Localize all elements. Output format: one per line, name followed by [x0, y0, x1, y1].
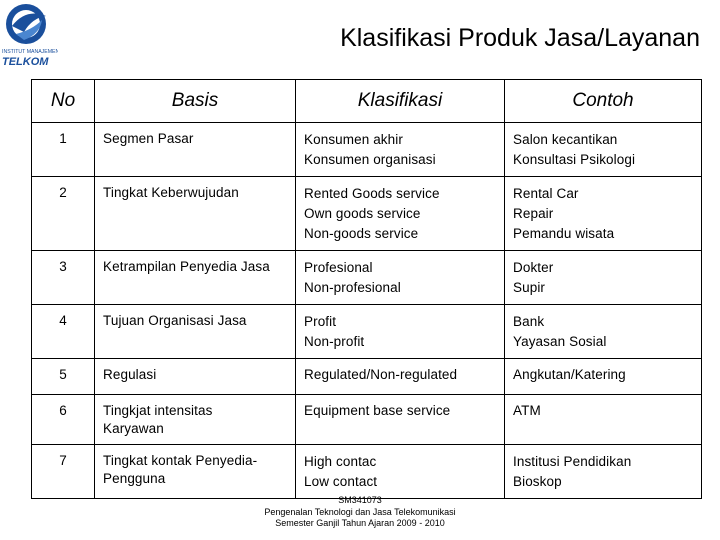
basis-line: Karyawan: [103, 421, 164, 436]
basis-cell: [95, 359, 296, 395]
footer: [200, 495, 520, 530]
klasifikasi-cell: [296, 395, 505, 445]
klasifikasi-cell: [296, 251, 505, 305]
table-row: [32, 177, 702, 251]
row-number: 5: [32, 359, 95, 395]
header-contoh: Contoh: [505, 80, 702, 123]
klasifikasi-cell: [296, 177, 505, 251]
klasifikasi-line: Rented Goods service: [304, 186, 440, 201]
basis-line: Tujuan Organisasi Jasa: [103, 313, 247, 328]
klasifikasi-cell: [296, 445, 505, 499]
contoh-cell: [505, 395, 702, 445]
klasifikasi-line: Equipment base service: [304, 403, 451, 418]
basis-line: Tingkjat intensitas: [103, 403, 213, 418]
header-klasifikasi: Klasifikasi: [296, 80, 505, 123]
basis-line: Pengguna: [103, 471, 166, 486]
row-number: 7: [32, 445, 95, 499]
contoh-line: Salon kecantikan: [513, 132, 618, 147]
klasifikasi-line: Profesional: [304, 260, 373, 275]
telkom-logo-icon: [2, 2, 58, 68]
klasifikasi-line: Konsumen akhir: [304, 132, 403, 147]
contoh-line: Dokter: [513, 260, 554, 275]
klasifikasi-cell: [296, 305, 505, 359]
basis-cell: [95, 251, 296, 305]
klasifikasi-line: Own goods service: [304, 206, 421, 221]
klasifikasi-cell: [296, 359, 505, 395]
basis-cell: [95, 395, 296, 445]
contoh-line: Supir: [513, 280, 546, 295]
row-number: 3: [32, 251, 95, 305]
basis-line: Tingkat kontak Penyedia-: [103, 453, 258, 468]
institute-logo: [2, 2, 58, 68]
contoh-line: Repair: [513, 206, 554, 221]
row-number: 4: [32, 305, 95, 359]
contoh-cell: [505, 445, 702, 499]
footer-course-code: SM341073: [338, 495, 382, 505]
contoh-cell: [505, 359, 702, 395]
footer-course-name: Pengenalan Teknologi dan Jasa Telekomunikasi: [264, 506, 456, 517]
logo-line1: INSTITUT MANAJEMEN: [2, 49, 58, 55]
table-row: [32, 445, 702, 499]
table-row: [32, 305, 702, 359]
contoh-line: Konsultasi Psikologi: [513, 152, 636, 167]
basis-cell: [95, 123, 296, 177]
basis-line: Regulasi: [103, 367, 157, 382]
contoh-line: Yayasan Sosial: [513, 334, 607, 349]
table-header-row: [32, 80, 702, 123]
contoh-cell: [505, 251, 702, 305]
klasifikasi-line: Non-goods service: [304, 226, 419, 241]
basis-cell: [95, 177, 296, 251]
table-row: [32, 123, 702, 177]
row-number: 6: [32, 395, 95, 445]
basis-cell: [95, 305, 296, 359]
contoh-cell: [505, 177, 702, 251]
contoh-cell: [505, 305, 702, 359]
klasifikasi-line: Regulated/Non-regulated: [304, 367, 458, 382]
klasifikasi-line: Non-profit: [304, 334, 365, 349]
row-number: 2: [32, 177, 95, 251]
header-no: No: [32, 80, 95, 123]
table-row: [32, 395, 702, 445]
klasifikasi-line: Profit: [304, 314, 337, 329]
page-title: Klasifikasi Produk Jasa/Layanan: [340, 24, 700, 52]
klasifikasi-line: Low contact: [304, 474, 378, 489]
contoh-line: ATM: [513, 403, 541, 418]
contoh-line: Institusi Pendidikan: [513, 454, 632, 469]
contoh-line: Pemandu wisata: [513, 226, 615, 241]
contoh-line: Bank: [513, 314, 545, 329]
contoh-cell: [505, 123, 702, 177]
table-row: [32, 251, 702, 305]
basis-line: Tingkat Keberwujudan: [103, 185, 239, 200]
basis-cell: [95, 445, 296, 499]
logo-line2: TELKOM: [2, 56, 49, 68]
klasifikasi-line: High contac: [304, 454, 377, 469]
header-basis: Basis: [95, 80, 296, 123]
klasifikasi-line: Konsumen organisasi: [304, 152, 436, 167]
footer-semester: Semester Ganjil Tahun Ajaran 2009 - 2010: [275, 518, 445, 528]
contoh-line: Rental Car: [513, 186, 579, 201]
classification-table: [31, 79, 702, 499]
table-row: [32, 359, 702, 395]
klasifikasi-line: Non-profesional: [304, 280, 401, 295]
basis-line: Segmen Pasar: [103, 131, 194, 146]
row-number: 1: [32, 123, 95, 177]
contoh-line: Angkutan/Katering: [513, 367, 626, 382]
klasifikasi-cell: [296, 123, 505, 177]
contoh-line: Bioskop: [513, 474, 562, 489]
basis-line: Ketrampilan Penyedia Jasa: [103, 259, 270, 274]
